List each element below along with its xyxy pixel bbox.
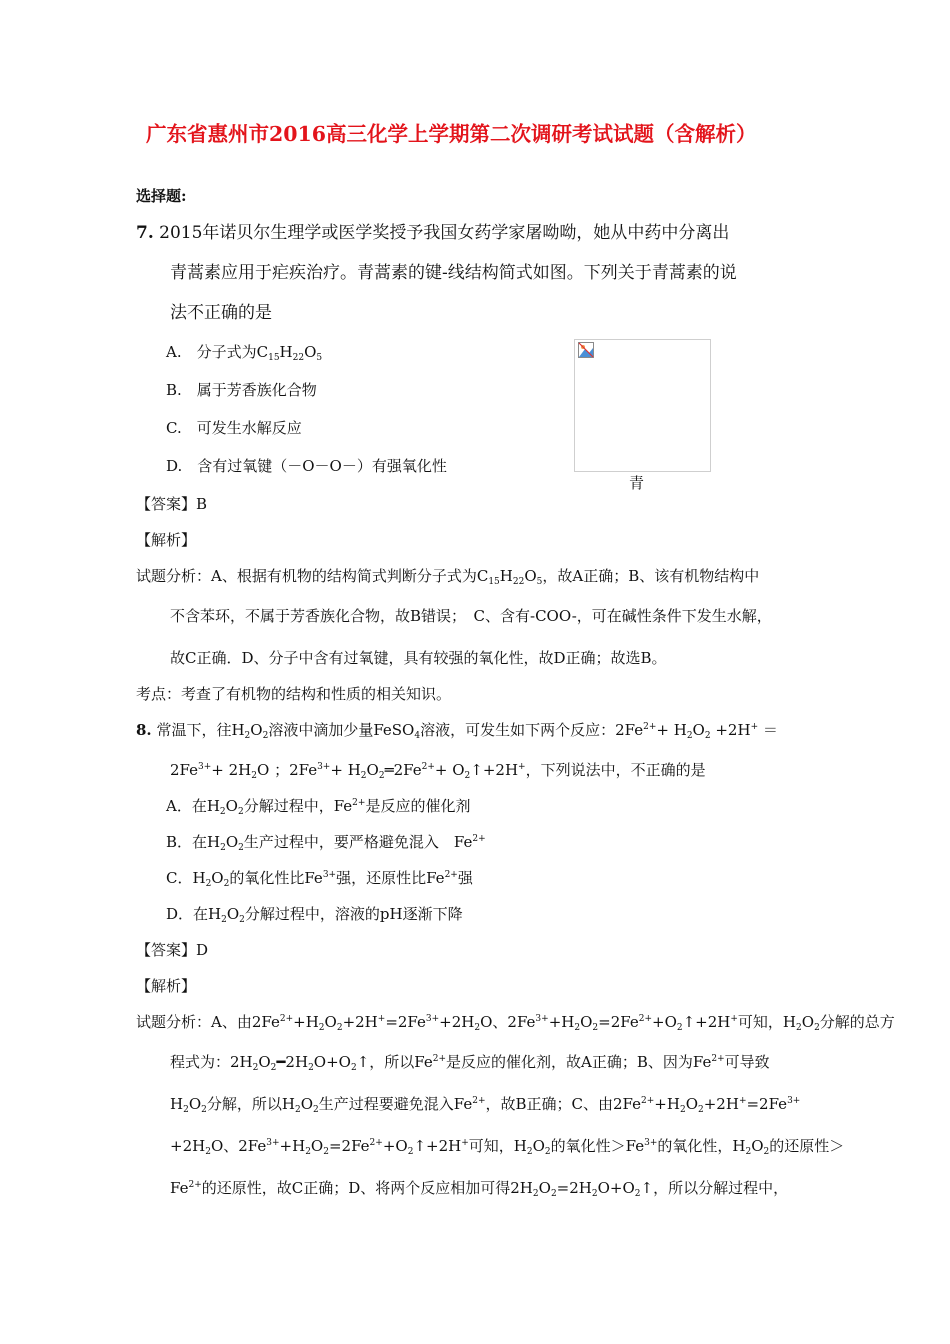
q7-kaodian: 考点：考查了有机物的结构和性质的相关知识。 [136, 685, 452, 703]
q8-analysis-line5: $Fe^{2+}$的还原性，故C正确；D、将两个反应相加可得$2H_2O_2=2H_2O+O_2↑$，所以分解过程中， [170, 1179, 789, 1199]
broken-image-icon [578, 342, 594, 358]
q8-number: 8. [136, 721, 152, 739]
page-title: 广东省惠州市2016高三化学上学期第二次调研考试试题（含解析） [146, 122, 757, 146]
q8-answer: 【答案】D [136, 941, 209, 959]
q7-option-a: A. 分子式为$C_{15}H_{22}O_5$ [166, 343, 323, 363]
q7-analysis-line2: 不含苯环，不属于芳香族化合物，故B错误； C、含有-COO-，可在碱性条件下发生水解， [170, 607, 772, 625]
q8-line2: $2Fe^{3+}+ 2H_2O$ ；$2Fe^{3+}+$ $H_2O_2═2Fe^{2+}+$ $O_2↑+2H^+$，下列说法中，不正确的是 [170, 761, 706, 781]
q7-option-b: B. 属于芳香族化合物 [166, 381, 317, 399]
q7-analysis-line1-tail: ，故A正确；B、该有机物结构中 [542, 567, 760, 585]
q8-line1: 8. 常温下，往$H_2O_2$溶液中滴加少量FeSO$_4$溶液，可发生如下两个反应：$2Fe^{2+}+ H_2O_2 +2H^+$ ＝ [136, 721, 778, 741]
q7-number: 7. [136, 223, 154, 243]
q7-line1 [136, 222, 729, 244]
q8-analysis-line3: $H_2O_2$分解，所以$H_2O_2$生产过程要避免混入$Fe^{2+}$，故B正确；C、由$2Fe^{2+}+H_2O_2+2H^+=2Fe^{3+}$ [170, 1095, 801, 1115]
q7-option-c: C. 可发生水解反应 [166, 419, 302, 437]
q8-option-c: C．$H_2O_2$的氧化性比$Fe^{3+}$强，还原性比$Fe^{2+}$强 [166, 869, 473, 889]
q8-analysis-line1: 试题分析：A、由$2Fe^{2+}+H_2O_2+2H^+=2Fe^{3+}+2H_2O$、$2Fe^{3+}+H_2O_2=2Fe^{2+}+O_2↑+2H^+$可知，$H_2O_2$分解的总方 [136, 1013, 895, 1033]
q7-analysis-line1-text: 试题分析：A、根据有机物的结构简式判断分子式为C [136, 567, 489, 585]
q7-line3: 法不正确的是 [170, 303, 272, 323]
q8-option-b: B．在$H_2O_2$生产过程中，要严格避免混入 $Fe^{2+}$ [166, 833, 486, 853]
q8-option-a: A．在$H_2O_2$分解过程中，$Fe^{2+}$是反应的催化剂 [166, 797, 471, 817]
q7-option-a-label: A. 分子式为C [166, 343, 269, 361]
q8-option-d: D．在$H_2O_2$分解过程中，溶液的pH逐渐下降 [166, 905, 463, 925]
q7-answer: 【答案】B [136, 495, 208, 513]
q7-analysis-line1: 试题分析：A、根据有机物的结构简式判断分子式为$C_{15}H_{22}O_5$，故A正确；B、该有机物结构中 [136, 567, 760, 587]
image-caption: 青 [629, 474, 645, 492]
q8-analysis-line4: $+2H_2O$、$2Fe^{3+}+H_2O_2=2Fe^{2+}+O_2↑+2H^+$可知，$H_2O_2$的氧化性$>Fe^{3+}$的氧化性，$H_2O_2$的还原性＞ [170, 1137, 845, 1157]
section-heading: 选择题: [136, 187, 187, 205]
q7-text1: 2015年诺贝尔生理学或医学奖授予我国女药学家屠呦呦，她从中药中分离出 [159, 223, 730, 243]
q7-option-d: D. 含有过氧键（－O－O－）有强氧化性 [166, 457, 447, 475]
artemisinin-structure-image [574, 339, 711, 472]
q7-analysis-heading: 【解析】 [136, 531, 197, 549]
q7-analysis-line3: 故C正确．D、分子中含有过氧键，具有较强的氧化性，故D正确；故选B。 [170, 649, 667, 667]
q8-analysis-line2: 程式为：$2H_2O_2━2H_2O+O_2↑$，所以$Fe^{2+}$是反应的催化剂，故A正确；B、因为$Fe^{2+}$可导致 [170, 1053, 770, 1073]
q8-analysis-heading: 【解析】 [136, 977, 197, 995]
q7-line2: 青蒿素应用于疟疾治疗。青蒿素的键-线结构简式如图。下列关于青蒿素的说 [170, 263, 737, 283]
